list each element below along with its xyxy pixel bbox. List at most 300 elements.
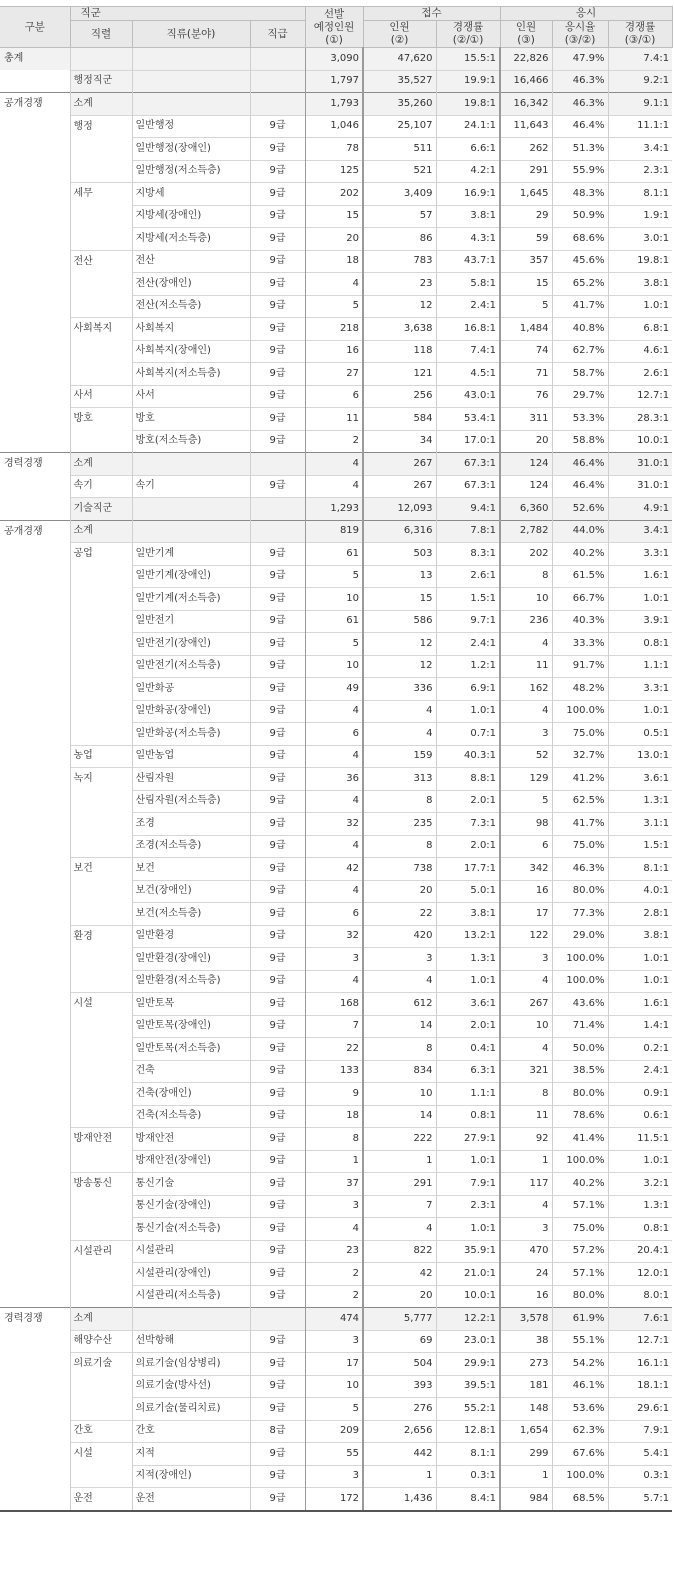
row-series: 시설	[70, 1443, 132, 1466]
row-job: 사회복지(장애인)	[132, 340, 250, 363]
row-series	[70, 273, 132, 296]
row-app-competition: 2.6:1	[436, 565, 500, 588]
row-job: 전산(저소득층)	[132, 295, 250, 318]
row-selection: 2	[305, 1285, 363, 1308]
row-app-competition: 27.9:1	[436, 1128, 500, 1151]
row-series	[70, 1263, 132, 1286]
row-attendance-rate: 68.6%	[552, 228, 608, 251]
table-row	[0, 93, 672, 116]
row-job: 건축	[132, 1060, 250, 1083]
row-applicants: 420	[363, 925, 436, 948]
row-selection: 1	[305, 1150, 363, 1173]
row-series	[70, 678, 132, 701]
row-attendance-rate: 46.3%	[552, 93, 608, 116]
row-division	[0, 1015, 70, 1038]
row-applicants: 393	[363, 1375, 436, 1398]
table-row	[0, 588, 672, 611]
row-attendees: 162	[500, 678, 552, 701]
row-grade: 9급	[250, 115, 305, 138]
table-row	[0, 160, 672, 183]
row-exam-competition: 29.6:1	[608, 1398, 672, 1421]
header-exam-comp	[608, 21, 672, 48]
row-attendees: 92	[500, 1128, 552, 1151]
row-attendees: 8	[500, 565, 552, 588]
row-attendance-rate: 57.2%	[552, 1240, 608, 1263]
row-attendance-rate: 75.0%	[552, 1218, 608, 1241]
row-applicants: 57	[363, 205, 436, 228]
row-app-competition: 3.6:1	[436, 993, 500, 1016]
table-header	[0, 7, 672, 48]
row-attendees: 3,578	[500, 1308, 552, 1331]
header-exam-comp-line1: 경쟁률	[624, 21, 656, 33]
row-grade: 9급	[250, 1128, 305, 1151]
recruitment-statistics-table	[0, 6, 673, 1512]
table-row	[0, 1083, 672, 1106]
table-row	[0, 1173, 672, 1196]
row-attendance-rate: 100.0%	[552, 970, 608, 993]
row-attendance-rate: 41.4%	[552, 1128, 608, 1151]
table-row	[0, 1375, 672, 1398]
table-body	[0, 48, 672, 1511]
row-series: 해양수산	[70, 1330, 132, 1353]
row-division	[0, 1375, 70, 1398]
row-attendance-rate: 58.8%	[552, 430, 608, 453]
row-grade: 8급	[250, 1420, 305, 1443]
table-row	[0, 205, 672, 228]
table-row	[0, 1195, 672, 1218]
row-selection: 4	[305, 1218, 363, 1241]
row-grade: 9급	[250, 1105, 305, 1128]
row-applicants: 1	[363, 1150, 436, 1173]
row-series: 환경	[70, 925, 132, 948]
row-division	[0, 475, 70, 498]
row-applicants: 4	[363, 970, 436, 993]
row-grade: 9급	[250, 1195, 305, 1218]
row-series: 사서	[70, 385, 132, 408]
row-applicants: 35,260	[363, 93, 436, 116]
table-row	[0, 1240, 672, 1263]
row-applicants: 22	[363, 903, 436, 926]
row-series: 전산	[70, 250, 132, 273]
row-applicants: 14	[363, 1015, 436, 1038]
row-attendance-rate: 62.7%	[552, 340, 608, 363]
row-exam-competition: 2.4:1	[608, 1060, 672, 1083]
row-app-competition: 39.5:1	[436, 1375, 500, 1398]
row-exam-competition: 0.5:1	[608, 723, 672, 746]
row-division	[0, 1465, 70, 1488]
row-app-competition: 1.0:1	[436, 970, 500, 993]
row-exam-competition: 11.1:1	[608, 115, 672, 138]
row-job	[132, 1308, 250, 1331]
row-exam-competition: 13.0:1	[608, 745, 672, 768]
row-series	[70, 363, 132, 386]
row-app-competition: 35.9:1	[436, 1240, 500, 1263]
header-selection-line2: 예정인원	[313, 20, 355, 33]
table-row	[0, 138, 672, 161]
row-applicants: 504	[363, 1353, 436, 1376]
table-row	[0, 1128, 672, 1151]
row-division	[0, 318, 70, 341]
header-selection-line3: (①)	[325, 33, 343, 46]
row-series	[70, 588, 132, 611]
row-job: 일반화공	[132, 678, 250, 701]
header-app-rate-line1: 경쟁률	[452, 21, 484, 33]
row-division	[0, 1353, 70, 1376]
row-app-competition: 4.2:1	[436, 160, 500, 183]
row-selection: 11	[305, 408, 363, 431]
table-row	[0, 993, 672, 1016]
row-selection: 7	[305, 1015, 363, 1038]
row-division	[0, 948, 70, 971]
row-job: 사서	[132, 385, 250, 408]
row-exam-competition: 1.3:1	[608, 790, 672, 813]
row-attendees: 11,643	[500, 115, 552, 138]
row-exam-competition: 3.1:1	[608, 813, 672, 836]
row-division	[0, 1420, 70, 1443]
row-division	[0, 273, 70, 296]
row-division	[0, 1038, 70, 1061]
row-attendees: 6,360	[500, 498, 552, 521]
row-applicants: 503	[363, 543, 436, 566]
row-attendees: 1	[500, 1150, 552, 1173]
row-job: 통신기술(장애인)	[132, 1195, 250, 1218]
table-row	[0, 1105, 672, 1128]
row-grade	[250, 453, 305, 476]
row-applicants: 23	[363, 273, 436, 296]
row-grade: 9급	[250, 588, 305, 611]
row-division	[0, 1330, 70, 1353]
table-row	[0, 1015, 672, 1038]
row-attendees: 16,342	[500, 93, 552, 116]
row-grade: 9급	[250, 205, 305, 228]
row-selection: 474	[305, 1308, 363, 1331]
row-division	[0, 70, 70, 93]
table-row	[0, 408, 672, 431]
row-attendees: 4	[500, 633, 552, 656]
row-app-competition: 67.3:1	[436, 475, 500, 498]
row-exam-competition: 9.2:1	[608, 70, 672, 93]
row-division	[0, 1443, 70, 1466]
row-series	[70, 160, 132, 183]
row-attendees: 10	[500, 588, 552, 611]
row-exam-competition: 2.8:1	[608, 903, 672, 926]
row-selection: 3	[305, 1330, 363, 1353]
row-attendance-rate: 61.9%	[552, 1308, 608, 1331]
row-series	[70, 1218, 132, 1241]
row-attendees: 98	[500, 813, 552, 836]
row-applicants: 511	[363, 138, 436, 161]
row-app-competition: 53.4:1	[436, 408, 500, 431]
row-selection: 20	[305, 228, 363, 251]
row-grade: 9급	[250, 543, 305, 566]
row-app-competition: 43.0:1	[436, 385, 500, 408]
row-grade: 9급	[250, 1353, 305, 1376]
row-app-competition: 1.0:1	[436, 1150, 500, 1173]
row-attendance-rate: 46.4%	[552, 453, 608, 476]
row-job: 조경	[132, 813, 250, 836]
row-applicants: 738	[363, 858, 436, 881]
row-grade: 9급	[250, 1173, 305, 1196]
row-series	[70, 1150, 132, 1173]
table-row	[0, 475, 672, 498]
row-series: 속기	[70, 475, 132, 498]
table-row	[0, 453, 672, 476]
row-app-competition: 55.2:1	[436, 1398, 500, 1421]
row-division: 경력경쟁	[0, 453, 70, 476]
row-attendance-rate: 57.1%	[552, 1263, 608, 1286]
header-app-rate	[436, 21, 500, 48]
row-app-competition: 17.7:1	[436, 858, 500, 881]
row-grade: 9급	[250, 1375, 305, 1398]
row-selection: 4	[305, 273, 363, 296]
row-exam-competition: 0.8:1	[608, 1218, 672, 1241]
row-exam-competition: 1.6:1	[608, 565, 672, 588]
row-exam-competition: 11.5:1	[608, 1128, 672, 1151]
row-job: 운전	[132, 1488, 250, 1511]
row-selection: 4	[305, 475, 363, 498]
row-selection: 6	[305, 903, 363, 926]
row-selection: 6	[305, 723, 363, 746]
row-exam-competition: 4.6:1	[608, 340, 672, 363]
row-series	[70, 138, 132, 161]
row-division	[0, 903, 70, 926]
row-applicants: 8	[363, 835, 436, 858]
row-attendees: 470	[500, 1240, 552, 1263]
row-job: 일반환경(저소득층)	[132, 970, 250, 993]
row-grade: 9급	[250, 430, 305, 453]
row-attendance-rate: 40.3%	[552, 610, 608, 633]
row-app-competition: 5.0:1	[436, 880, 500, 903]
row-applicants: 159	[363, 745, 436, 768]
row-job: 방재안전	[132, 1128, 250, 1151]
row-job: 사회복지(저소득층)	[132, 363, 250, 386]
row-attendance-rate: 54.2%	[552, 1353, 608, 1376]
header-exam-rate-line2: (③/②)	[564, 34, 596, 46]
row-applicants: 834	[363, 1060, 436, 1083]
row-attendees: 11	[500, 655, 552, 678]
row-job: 시설관리(장애인)	[132, 1263, 250, 1286]
row-division	[0, 993, 70, 1016]
row-series: 시설관리	[70, 1240, 132, 1263]
row-division	[0, 228, 70, 251]
row-selection: 172	[305, 1488, 363, 1511]
table-row	[0, 1398, 672, 1421]
row-job: 일반기계(장애인)	[132, 565, 250, 588]
row-attendance-rate: 45.6%	[552, 250, 608, 273]
row-attendees: 16	[500, 1285, 552, 1308]
row-division	[0, 1173, 70, 1196]
row-attendees: 1,654	[500, 1420, 552, 1443]
row-job: 일반행정(저소득층)	[132, 160, 250, 183]
row-applicants: 8	[363, 790, 436, 813]
table-row	[0, 790, 672, 813]
row-attendance-rate: 50.9%	[552, 205, 608, 228]
row-job: 일반화공(장애인)	[132, 700, 250, 723]
row-selection: 22	[305, 1038, 363, 1061]
header-exam: 응시	[500, 7, 672, 21]
row-applicants: 313	[363, 768, 436, 791]
row-division	[0, 723, 70, 746]
row-app-competition: 24.1:1	[436, 115, 500, 138]
row-attendees: 357	[500, 250, 552, 273]
row-grade: 9급	[250, 880, 305, 903]
row-job: 조경(저소득층)	[132, 835, 250, 858]
row-app-competition: 6.9:1	[436, 678, 500, 701]
table-row	[0, 115, 672, 138]
row-attendees: 1	[500, 1465, 552, 1488]
row-attendees: 148	[500, 1398, 552, 1421]
row-division	[0, 1488, 70, 1511]
row-attendees: 71	[500, 363, 552, 386]
row-exam-competition: 7.6:1	[608, 1308, 672, 1331]
header-exam-rate-line1: 응시율	[564, 21, 596, 33]
row-job: 일반전기	[132, 610, 250, 633]
row-job: 시설관리(저소득층)	[132, 1285, 250, 1308]
row-applicants: 3,638	[363, 318, 436, 341]
row-grade: 9급	[250, 138, 305, 161]
row-app-competition: 3.8:1	[436, 903, 500, 926]
row-applicants: 4	[363, 1218, 436, 1241]
row-series: 의료기술	[70, 1353, 132, 1376]
row-selection: 3	[305, 1465, 363, 1488]
row-series: 보건	[70, 858, 132, 881]
row-series	[70, 48, 132, 71]
row-attendance-rate: 100.0%	[552, 1150, 608, 1173]
table-row	[0, 250, 672, 273]
row-grade: 9급	[250, 993, 305, 1016]
row-exam-competition: 28.3:1	[608, 408, 672, 431]
header-selection	[305, 7, 363, 48]
row-division	[0, 700, 70, 723]
row-division	[0, 385, 70, 408]
row-attendance-rate: 57.1%	[552, 1195, 608, 1218]
row-grade: 9급	[250, 790, 305, 813]
row-exam-competition: 1.3:1	[608, 1195, 672, 1218]
row-grade: 9급	[250, 1285, 305, 1308]
row-exam-competition: 19.8:1	[608, 250, 672, 273]
row-attendees: 1,645	[500, 183, 552, 206]
table-row	[0, 1263, 672, 1286]
row-job: 방호(저소득층)	[132, 430, 250, 453]
row-app-competition: 0.3:1	[436, 1465, 500, 1488]
row-app-competition: 21.0:1	[436, 1263, 500, 1286]
row-attendance-rate: 47.9%	[552, 48, 608, 71]
row-series: 공업	[70, 543, 132, 566]
row-grade: 9급	[250, 858, 305, 881]
row-attendees: 181	[500, 1375, 552, 1398]
row-applicants: 336	[363, 678, 436, 701]
row-applicants: 47,620	[363, 48, 436, 71]
row-applicants: 1,436	[363, 1488, 436, 1511]
row-attendees: 122	[500, 925, 552, 948]
row-job: 일반농업	[132, 745, 250, 768]
table-row	[0, 610, 672, 633]
row-applicants: 10	[363, 1083, 436, 1106]
row-exam-competition: 8.1:1	[608, 183, 672, 206]
row-grade	[250, 520, 305, 543]
row-division	[0, 498, 70, 521]
row-job: 지방세(저소득층)	[132, 228, 250, 251]
row-attendees: 3	[500, 1218, 552, 1241]
row-attendees: 16,466	[500, 70, 552, 93]
row-series	[70, 1398, 132, 1421]
row-exam-competition: 1.6:1	[608, 993, 672, 1016]
row-attendees: 267	[500, 993, 552, 1016]
row-attendees: 59	[500, 228, 552, 251]
row-attendance-rate: 44.0%	[552, 520, 608, 543]
row-series: 세무	[70, 183, 132, 206]
row-applicants: 69	[363, 1330, 436, 1353]
row-series	[70, 655, 132, 678]
row-exam-competition: 9.1:1	[608, 93, 672, 116]
row-app-competition: 1.0:1	[436, 700, 500, 723]
row-attendees: 5	[500, 790, 552, 813]
table-row	[0, 543, 672, 566]
row-division: 공개경쟁	[0, 520, 70, 543]
row-applicants: 267	[363, 453, 436, 476]
row-exam-competition: 20.4:1	[608, 1240, 672, 1263]
row-division	[0, 880, 70, 903]
row-app-competition: 67.3:1	[436, 453, 500, 476]
row-series	[70, 813, 132, 836]
row-attendees: 29	[500, 205, 552, 228]
row-selection: 16	[305, 340, 363, 363]
row-job: 일반화공(저소득층)	[132, 723, 250, 746]
row-job: 건축(저소득층)	[132, 1105, 250, 1128]
row-job: 일반기계(저소득층)	[132, 588, 250, 611]
row-attendees: 236	[500, 610, 552, 633]
row-grade: 9급	[250, 1060, 305, 1083]
row-app-competition: 7.8:1	[436, 520, 500, 543]
row-series	[70, 1083, 132, 1106]
row-attendance-rate: 51.3%	[552, 138, 608, 161]
row-exam-competition: 3.8:1	[608, 273, 672, 296]
row-exam-competition: 1.0:1	[608, 295, 672, 318]
row-division	[0, 160, 70, 183]
row-grade: 9급	[250, 655, 305, 678]
table-row	[0, 340, 672, 363]
row-exam-competition: 6.8:1	[608, 318, 672, 341]
row-attendees: 299	[500, 1443, 552, 1466]
row-selection: 2	[305, 430, 363, 453]
row-selection: 4	[305, 700, 363, 723]
row-applicants: 442	[363, 1443, 436, 1466]
row-grade	[250, 498, 305, 521]
row-applicants: 222	[363, 1128, 436, 1151]
row-series: 행정직군	[70, 70, 132, 93]
row-attendees: 124	[500, 453, 552, 476]
row-division	[0, 1083, 70, 1106]
row-attendees: 117	[500, 1173, 552, 1196]
row-division	[0, 183, 70, 206]
row-division	[0, 970, 70, 993]
row-grade: 9급	[250, 475, 305, 498]
row-grade: 9급	[250, 633, 305, 656]
row-division	[0, 115, 70, 138]
row-attendance-rate: 68.5%	[552, 1488, 608, 1511]
row-selection: 3,090	[305, 48, 363, 71]
row-division	[0, 363, 70, 386]
row-series	[70, 835, 132, 858]
row-series	[70, 610, 132, 633]
row-division	[0, 1128, 70, 1151]
row-exam-competition: 4.0:1	[608, 880, 672, 903]
row-job	[132, 93, 250, 116]
row-exam-competition: 7.9:1	[608, 1420, 672, 1443]
row-attendance-rate: 100.0%	[552, 948, 608, 971]
table-row	[0, 385, 672, 408]
row-applicants: 4	[363, 723, 436, 746]
